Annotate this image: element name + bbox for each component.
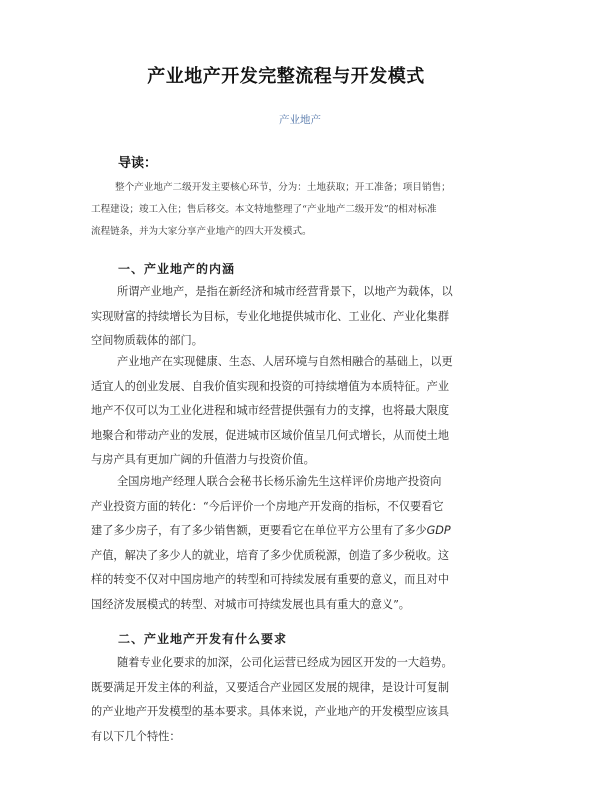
paragraph xyxy=(91,651,513,749)
paragraph-line: 与房产具有更加广阔的升值潜力与投资价值。 xyxy=(91,453,315,466)
paragraph-line: 随着专业化要求的加深，公司化运营已经成为园区开发的一大趋势。 xyxy=(117,656,453,669)
intro-label: 导读： xyxy=(118,156,158,171)
paragraph-line: 所谓产业地产，是指在新经济和城市经营背景下，以地产为载体，以 xyxy=(117,285,453,298)
paragraph xyxy=(91,280,513,354)
paragraph-line: 样的转变不仅对中国房地产的转型和可持续发展有重要的意义，而且对中 xyxy=(91,573,450,586)
paragraph-line: 有以下几个特性： xyxy=(91,729,181,743)
paragraph-line: 产值，解决了多少人的就业，培育了多少优质税源，创造了多少税收。这 xyxy=(91,548,450,562)
intro-line: 流程链条，并为大家分享产业地产的四大开发模式。 xyxy=(91,226,312,237)
intro-line: 整个产业地产二级开发主要核心环节，分为：土地获取；开工准备；项目销售； xyxy=(115,182,451,193)
paragraph-line: 地聚合和带动产业的发展，促进城市区域价值呈几何式增长，从而使土地 xyxy=(91,428,450,442)
paragraph-line: 实现财富的持续增长为目标，专业化地提供城市化、工业化、产业化集群 xyxy=(91,309,450,323)
intro-line: 工程建设；竣工入住；售后移交。本文特地整理了“产业地产二级开发”的相对标准 xyxy=(91,204,437,215)
paragraph-line: 既要满足开发主体的利益，又要适合产业园区发展的规律，是设计可复制 xyxy=(91,680,450,694)
paragraph xyxy=(91,350,513,473)
intro-text xyxy=(91,177,511,243)
gdp-term: GDP xyxy=(426,524,451,537)
section-heading: 一、产业地产的内涵 xyxy=(118,262,236,276)
paragraph-line: 国经济发展模式的转型、对城市可持续发展也具有重大的意义”。 xyxy=(91,597,410,611)
paragraph-line: 空间物质载体的部门。 xyxy=(91,334,203,347)
paragraph-line: 产业投资方面的转化：“今后评价一个房地产开发商的指标，不仅要看它 xyxy=(91,499,444,513)
paragraph-line: 产业地产在实现健康、生态、人居环境与自然相融合的基础上，以更 xyxy=(117,355,453,368)
category-label[interactable]: 产业地产 xyxy=(279,114,321,126)
paragraph-line: 全国房地产经理人联合会秘书长杨乐渝先生这样评价房地产投资向 xyxy=(117,475,442,488)
section-heading: 二、产业地产开发有什么要求 xyxy=(118,632,288,646)
document-title: 产业地产开发完整流程与开发模式 xyxy=(147,66,425,87)
paragraph-line xyxy=(91,519,513,544)
paragraph-line: 地产不仅可以为工业化进程和城市经营提供强有力的支撑，也将最大限度 xyxy=(91,404,450,417)
paragraph-line: 适宜人的创业发展、自我价值实现和投资的可持续增值为本质特征。产业 xyxy=(91,379,450,393)
paragraph-line-text: 建了多少房子，有了多少销售额，更要看它在单位平方公里有了多少 xyxy=(91,524,427,537)
paragraph xyxy=(91,470,513,617)
paragraph-line: 的产业地产开发模型的基本要求。具体来说，产业地产的开发模型应该具 xyxy=(91,705,450,718)
